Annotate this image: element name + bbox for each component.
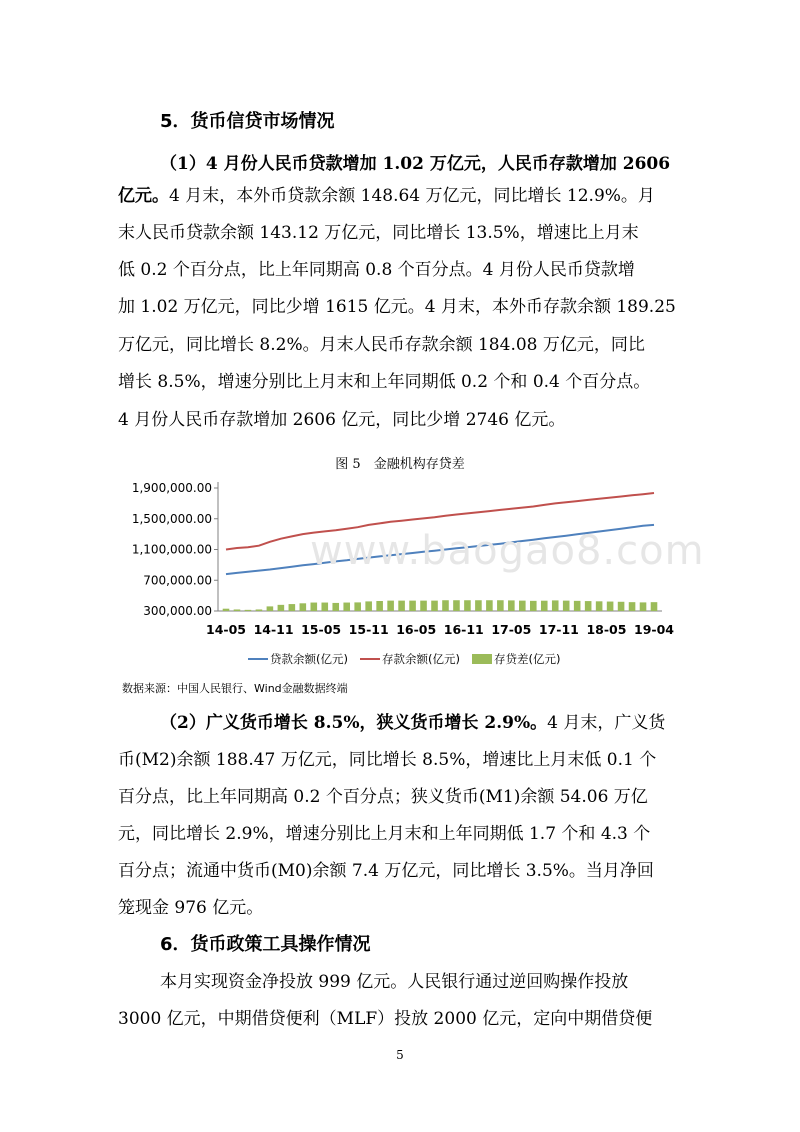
para2-bold-title: （2）广义货币增长 8.5%，狭义货币增长 2.9%。 — [160, 713, 548, 733]
x-tick-label: 15-05 — [301, 622, 342, 637]
para1-line4: 低 0.2 个百分点，比上年同期高 0.8 个百分点。4 月份人民币贷款增 — [118, 260, 635, 280]
y-tick-label: 300,000.00 — [143, 604, 212, 618]
para1-line7: 增长 8.5%，增速分别比上月末和上年同期低 0.2 个和 0.4 个百分点。 — [118, 372, 651, 392]
gap-bar — [464, 600, 471, 611]
gap-bar — [541, 601, 548, 611]
gap-bar — [629, 602, 636, 611]
x-tick-label: 14-05 — [206, 622, 246, 637]
para1-line2 — [118, 185, 688, 207]
legend-label-deposits: 存款余额(亿元) — [382, 652, 460, 666]
gap-bar — [278, 605, 285, 611]
page-number: 5 — [396, 1048, 404, 1062]
para2-line1-text: 4 月末，广义货 — [547, 713, 666, 733]
gap-bar — [300, 603, 307, 611]
legend-label-loans: 贷款余额(亿元) — [270, 652, 348, 666]
x-tick-label: 16-11 — [443, 622, 484, 637]
watermark: www.baogao8.com — [310, 528, 705, 574]
y-tick-label: 1,500,000.00 — [131, 511, 212, 526]
para1-line1 — [160, 153, 730, 175]
gap-bar — [486, 600, 493, 611]
para2-line5: 百分点；流通中货币(M0)余额 7.4 万亿元，同比增长 3.5%。当月净回 — [118, 861, 654, 881]
section5-heading: 5．货币信贷市场情况 — [160, 111, 335, 132]
y-tick-label: 1,900,000.00 — [131, 481, 212, 495]
para2-line2: 币(M2)余额 188.47 万亿元，同比增长 8.5%，增速比上月末低 0.1 个 — [118, 750, 657, 770]
gap-bar — [311, 603, 318, 611]
x-tick-label: 14-11 — [253, 622, 294, 637]
gap-bar — [267, 606, 274, 611]
legend-label-gap: 存贷差(亿元) — [494, 652, 561, 666]
gap-bar — [354, 602, 361, 611]
y-tick-label: 1,100,000.00 — [131, 542, 212, 557]
gap-bar — [640, 602, 647, 611]
x-tick-label: 17-05 — [491, 622, 532, 637]
gap-bar — [332, 603, 339, 611]
figure-caption: 图 5 金融机构存贷差 — [335, 457, 465, 472]
gap-bar — [245, 610, 252, 611]
para1-line2-text: 4 月末，本外币贷款余额 148.64 万亿元，同比增长 12.9%。月 — [169, 186, 655, 206]
para1-line8: 4 月份人民币存款增加 2606 亿元，同比少增 2746 亿元。 — [118, 410, 566, 430]
gap-bar — [596, 601, 603, 611]
para2-line3: 百分点，比上年同期高 0.2 个百分点；狭义货币(M1)余额 54.06 万亿 — [118, 787, 648, 807]
para2-line4: 元，同比增长 2.9%，增速分别比上月末和上年同期低 1.7 个和 4.3 个 — [118, 824, 651, 844]
gap-bar — [376, 601, 383, 611]
gap-bar — [234, 609, 241, 611]
gap-bar — [530, 601, 537, 611]
gap-bar — [442, 600, 449, 611]
para1-line3: 末人民币贷款余额 143.12 万亿元，同比增长 13.5%，增速比上月末 — [118, 223, 639, 243]
gap-bar — [387, 601, 394, 611]
x-tick-label: 18-05 — [586, 622, 627, 637]
data-source: 数据来源：中国人民银行、Wind金融数据终端 — [122, 682, 348, 695]
gap-bar — [420, 601, 427, 611]
gap-bar — [574, 601, 581, 611]
gap-bar — [519, 601, 526, 611]
deposit-loan-chart — [0, 470, 800, 680]
x-tick-label: 17-11 — [538, 622, 579, 637]
x-tick-label: 15-11 — [348, 622, 389, 637]
para3-line1: 本月实现资金净投放 999 亿元。人民银行通过逆回购操作投放 — [160, 972, 629, 992]
gap-bar — [618, 602, 625, 611]
gap-bar — [651, 602, 658, 611]
para1-line6: 万亿元，同比增长 8.2%。月末人民币存款余额 184.08 万亿元，同比 — [118, 335, 645, 355]
para1-bold-title: （1）4 月份人民币贷款增加 1.02 万亿元，人民币存款增加 2606 — [160, 154, 671, 174]
para2-line1 — [160, 712, 730, 734]
para1-line5: 加 1.02 万亿元，同比少增 1615 亿元。4 月末，本外币存款余额 189.25 — [118, 297, 676, 317]
para2-line6: 笼现金 976 亿元。 — [118, 898, 264, 918]
y-tick-label: 700,000.00 — [143, 573, 212, 588]
gap-bar — [343, 603, 350, 611]
gap-bar — [431, 601, 438, 611]
gap-bar — [409, 601, 416, 611]
gap-bar — [552, 600, 559, 611]
para1-bold-tail: 亿元。 — [118, 186, 169, 206]
gap-bar — [497, 600, 504, 611]
x-tick-label: 16-05 — [396, 622, 437, 637]
gap-bar — [585, 601, 592, 611]
gap-bar — [289, 604, 296, 611]
gap-bar — [223, 609, 230, 611]
gap-bar — [607, 602, 614, 611]
gap-bar — [508, 600, 515, 611]
legend-swatch-gap — [472, 654, 492, 664]
gap-bar — [365, 601, 372, 611]
gap-bar — [398, 601, 405, 611]
gap-bar — [256, 609, 263, 611]
section6-heading: 6．货币政策工具操作情况 — [160, 934, 371, 955]
para3-line2: 3000 亿元，中期借贷便利（MLF）投放 2000 亿元，定向中期借贷便 — [118, 1009, 653, 1029]
gap-bar — [563, 601, 570, 611]
gap-bar — [453, 600, 460, 611]
x-tick-label: 19-04 — [634, 622, 674, 637]
gap-bar — [321, 603, 328, 611]
gap-bar — [475, 600, 482, 611]
